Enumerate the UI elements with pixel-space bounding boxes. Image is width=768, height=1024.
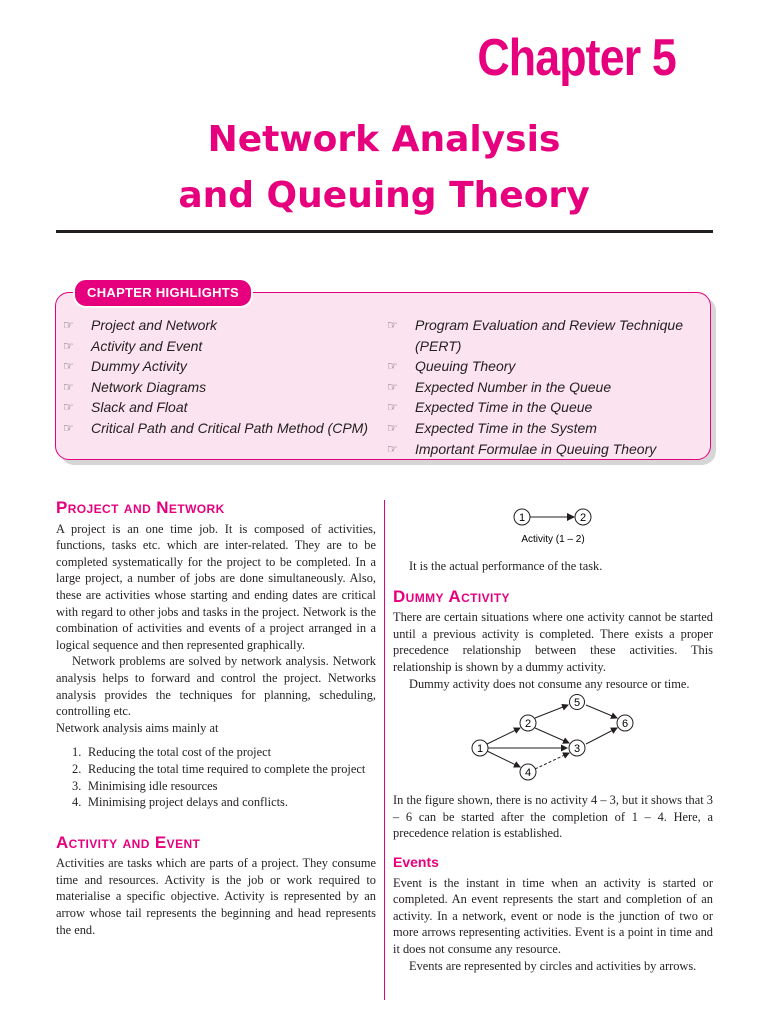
pointing-hand-icon: ☞ [387, 379, 398, 394]
pointing-hand-icon: ☞ [387, 420, 398, 435]
highlight-item: ☞ Expected Time in the System [387, 418, 707, 439]
dummy-paragraph-1: There are certain situations where one activity cannot be started until a previous activity is completed. There exists a proper precedence relationship between these activities. This relationship is shown by a dummy activity. [393, 610, 713, 674]
event-node-label: 1 [518, 512, 526, 524]
chapter-title-line-2: and Queuing Theory [178, 175, 590, 216]
section-heading-activity-event: Activity and Event [56, 832, 201, 852]
event-node-label: 3 [573, 743, 581, 756]
pointing-hand-icon: ☞ [387, 318, 398, 332]
pointing-hand-icon: ☞ [63, 338, 74, 353]
highlights-left-list [63, 315, 373, 439]
list-item: 2. Reducing the total time required to complete the project [72, 761, 366, 776]
activity-diagram [393, 500, 713, 548]
event-node-label: 1 [476, 743, 484, 756]
highlight-item: ☞ Activity and Event [63, 336, 373, 357]
event-node-label: 2 [524, 718, 532, 731]
highlight-item: ☞ Important Formulae in Queuing Theory [387, 439, 707, 460]
event-node-label: 4 [524, 767, 532, 780]
highlight-item: ☞ Project and Network [63, 315, 373, 336]
highlight-item: ☞ Expected Number in the Queue [387, 377, 707, 398]
pointing-hand-icon: ☞ [63, 420, 74, 435]
list-item: 1. Reducing the total cost of the project [72, 745, 272, 760]
chapter-highlights-tab: CHAPTER HIGHLIGHTS [73, 278, 253, 308]
highlight-item: ☞ Dummy Activity [63, 356, 373, 377]
event-node-label: 2 [579, 512, 587, 524]
section-heading-events: Events [393, 853, 439, 870]
activity-arrow [487, 728, 520, 744]
pointing-hand-icon: ☞ [63, 359, 74, 374]
activity-arrow [586, 705, 617, 718]
highlight-item: ☞ Network Diagrams [63, 377, 373, 398]
chapter-title-line-1: Network Analysis [207, 119, 561, 160]
right-column [393, 500, 713, 974]
pointing-hand-icon: ☞ [63, 379, 74, 394]
activity-arrow [487, 751, 520, 767]
column-divider [384, 500, 385, 1000]
section-heading-dummy-activity: Dummy Activity [393, 586, 510, 606]
network-aims-list [56, 744, 376, 810]
pointing-hand-icon: ☞ [387, 441, 398, 456]
event-node-label: 6 [621, 718, 629, 731]
dummy-activity-arrow [535, 753, 569, 769]
project-paragraph-2: Network problems are solved by network analysis. Network analysis helps to forward and control the project. Networks analysis provides the techniques for planning, scheduling, controlling etc. [56, 654, 376, 719]
pointing-hand-icon: ☞ [387, 359, 398, 374]
activity-note: It is the actual performance of the task. [409, 559, 603, 573]
pointing-hand-icon: ☞ [63, 318, 74, 332]
chapter-label: Chapter 5 [477, 29, 676, 87]
activity-paragraph-1: Activities are tasks which are parts of a project. They consume time and resources. Activity is the job or work required to materialise a specific objective. Activity is represented by an arrow whose tail represents the beginning and head represents the end. [56, 856, 376, 937]
pointing-hand-icon: ☞ [63, 400, 74, 415]
highlight-item: ☞ Critical Path and Critical Path Method (CPM) [63, 418, 373, 439]
pointing-hand-icon: ☞ [387, 400, 398, 415]
highlight-item: ☞ Slack and Float [63, 397, 373, 418]
highlights-right-list [387, 315, 707, 459]
dummy-activity-diagram [393, 694, 713, 786]
title-rule [56, 230, 713, 233]
section-heading-project-network: Project and Network [56, 498, 225, 517]
dummy-paragraph-2: Dummy activity does not consume any resource or time. [409, 676, 690, 691]
project-paragraph-3: Network analysis aims mainly at [56, 720, 219, 735]
dummy-figure-note: In the figure shown, there is no activity 4 – 3, but it shows that 3 – 6 can be started after the completion of 1 – 4. Here, a precedence relation is established. [393, 793, 713, 841]
list-item: 3. Minimising idle resources [72, 778, 218, 793]
chapter-title [0, 112, 768, 224]
highlight-item: ☞ Program Evaluation and Review Technique (PERT) [387, 317, 683, 354]
activity-arrow [535, 705, 568, 718]
left-column [56, 500, 376, 938]
list-item: 4. Minimising project delays and conflicts. [72, 795, 288, 810]
highlight-item: ☞ Queuing Theory [387, 356, 707, 377]
highlight-item: ☞ Expected Time in the Queue [387, 397, 707, 418]
event-node-label: 5 [573, 697, 581, 710]
activity-arrow [586, 728, 617, 744]
project-paragraph-1: A project is an one time job. It is composed of activities, functions, tasks etc. which are inter-related. They are to be completed systematically for the project to be completed. In a large project, a number of jobs are done simultaneously. Also, these are activities whose starting and ending dates are critical with regard to other jobs and tasks in the project. Network is the combination of activities and events of a project arranged in a logical sequence and then represented graphically. [56, 521, 376, 652]
activity-arrow [535, 728, 569, 743]
events-paragraph-1: Event is the instant in time when an activity is started or completed. An event represents the start and completion of an activity. In a network, event or node is the junction of two or more arrows representing activities. Event is a point in time and it does not consume any resource. [393, 875, 713, 956]
activity-caption: Activity (1 – 2) [521, 534, 585, 545]
events-paragraph-2: Events are represented by circles and activities by arrows. [409, 958, 697, 973]
